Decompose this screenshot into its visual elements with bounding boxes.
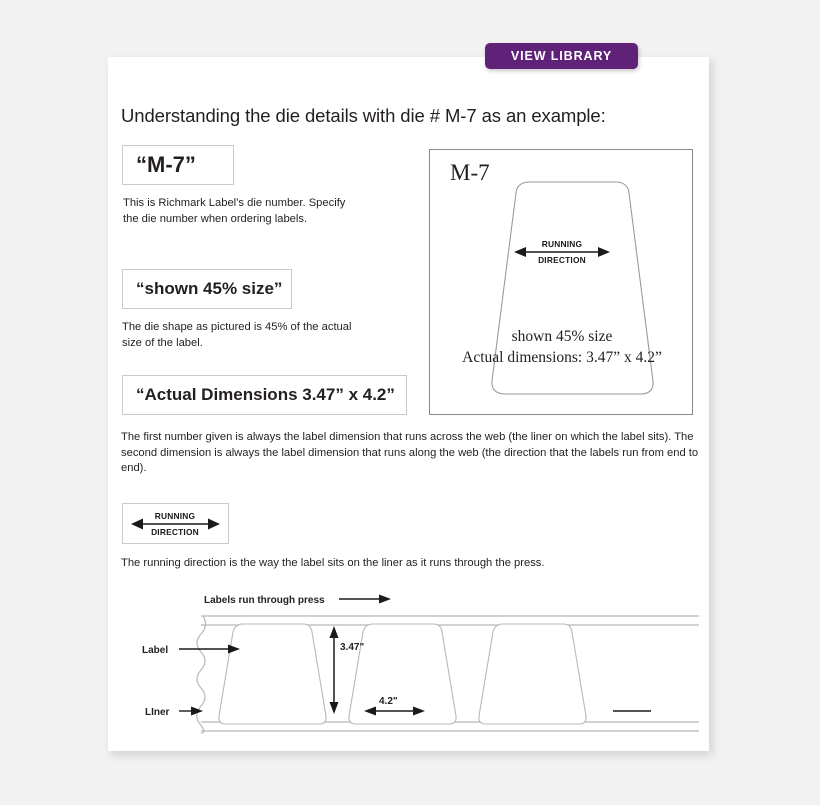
liner-callout-text: LIner bbox=[145, 707, 170, 718]
description-shown-size: The die shape as pictured is 45% of the actual size of the label. bbox=[122, 321, 352, 349]
die-shape-outline bbox=[430, 150, 692, 414]
die-caption bbox=[430, 326, 694, 368]
running-direction-line2: DIRECTION bbox=[538, 255, 586, 265]
description-actual-dimensions: The first number given is always the label dimension that runs across the web (the liner on which the label sits). The second dimension is always the label dimension that runs along the web (the direction that the labels run from end to end). bbox=[121, 431, 699, 474]
die-caption-line2: Actual dimensions: 3.47” x 4.2” bbox=[462, 349, 662, 366]
running-direction-box bbox=[122, 503, 229, 544]
running-direction-box-line2: DIRECTION bbox=[151, 527, 199, 537]
view-library-button[interactable]: VIEW LIBRARY bbox=[485, 43, 638, 69]
press-run-label: Labels run through press bbox=[204, 595, 325, 606]
term-box-actual-dimensions: “Actual Dimensions 3.47” x 4.2” bbox=[122, 375, 407, 415]
description-die-number: This is Richmark Label’s die number. Specify the die number when ordering labels. bbox=[123, 197, 346, 225]
page-title: Understanding the die details with die # M-7 as an example: bbox=[121, 105, 606, 126]
term-box-die-number: “M-7” bbox=[122, 145, 234, 185]
term-box-shown-size: “shown 45% size” bbox=[122, 269, 292, 309]
height-dimension-text: 3.47" bbox=[340, 642, 365, 653]
press-liner-diagram bbox=[121, 588, 701, 738]
label-callout-text: Label bbox=[142, 645, 169, 656]
running-direction-icon-boxed bbox=[123, 504, 228, 543]
description-running-direction: The running direction is the way the label sits on the liner as it runs through the press. bbox=[121, 557, 545, 569]
width-dimension-text: 4.2" bbox=[379, 696, 398, 707]
die-panel-die-number: M-7 bbox=[450, 160, 490, 185]
die-preview-panel bbox=[429, 149, 693, 415]
running-direction-icon bbox=[514, 235, 610, 269]
running-direction-box-line1: RUNNING bbox=[154, 511, 196, 521]
running-direction-line1: RUNNING bbox=[541, 239, 583, 249]
die-caption-line1: shown 45% size bbox=[511, 328, 613, 345]
